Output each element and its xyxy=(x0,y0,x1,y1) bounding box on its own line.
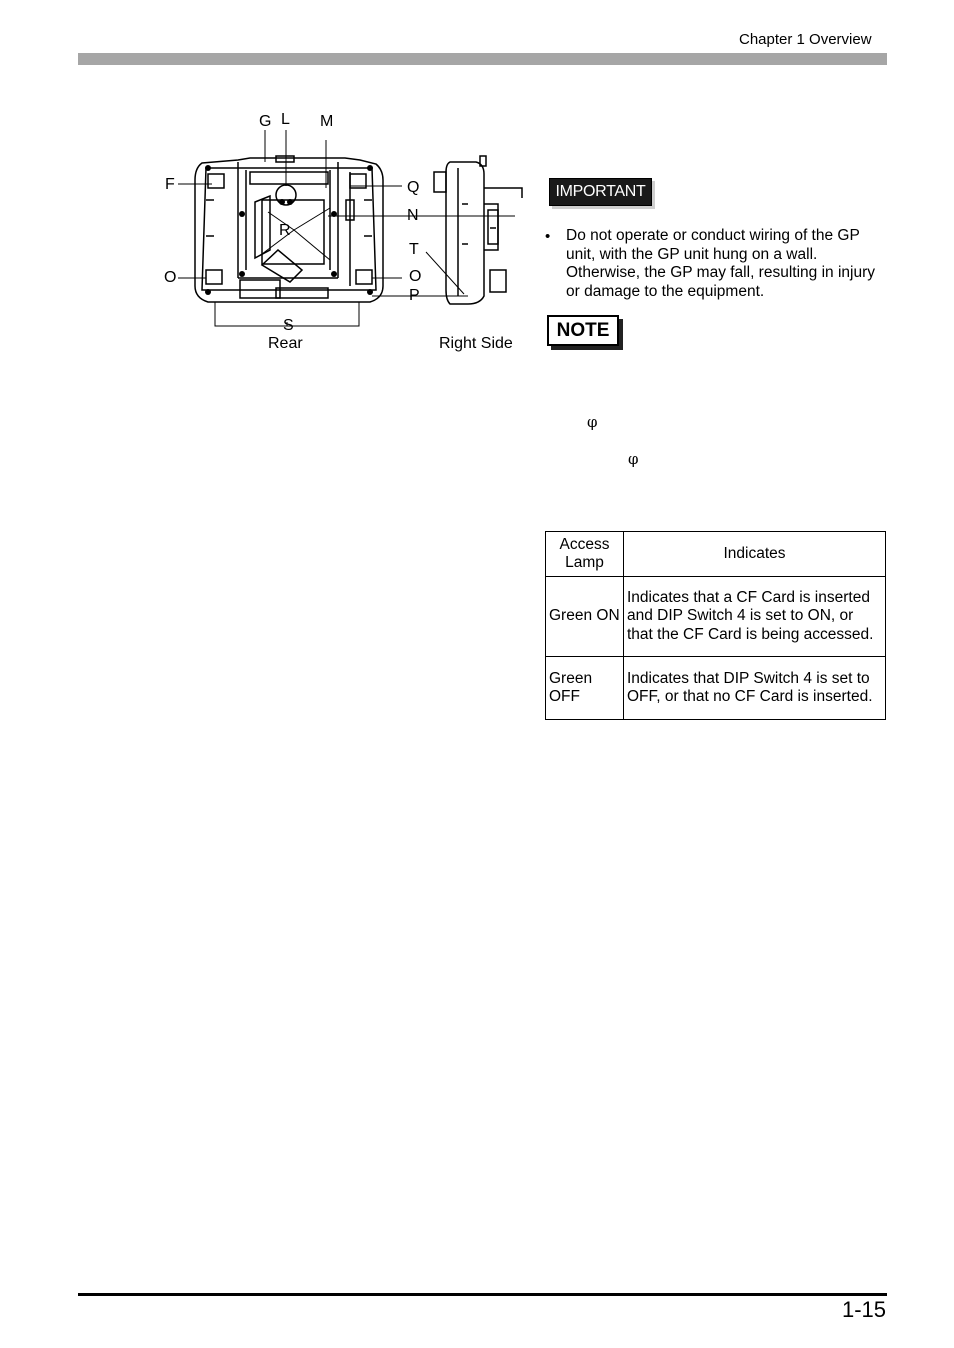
access-lamp-table xyxy=(545,531,886,720)
important-text: Do not operate or conduct wiring of the GP unit, with the GP unit hung on a wall. Otherwise, the GP may fall, resulting in injury or damage to the equipment. xyxy=(566,227,875,300)
label-f: F xyxy=(165,176,175,193)
table-row xyxy=(546,657,886,720)
header-indicates: Indicates xyxy=(624,532,886,577)
table-row xyxy=(546,577,886,657)
footer-rule xyxy=(78,1293,887,1296)
label-n: N xyxy=(407,207,419,224)
chapter-header: Chapter 1 Overview xyxy=(739,31,872,48)
bullet-marker: • xyxy=(545,228,551,245)
rear-and-right-side-diagram xyxy=(150,100,540,370)
label-l: L xyxy=(281,111,290,128)
label-o-left: O xyxy=(164,269,177,286)
caption-right-side: Right Side xyxy=(439,335,513,352)
cell-lamp: Green OFF xyxy=(546,657,624,720)
cell-indicates: Indicates that DIP Switch 4 is set to OFF, or that no CF Card is inserted. xyxy=(624,657,886,720)
note-badge: NOTE xyxy=(547,315,619,346)
label-s: S xyxy=(283,317,294,334)
label-o-right: O xyxy=(409,268,422,285)
caption-rear: Rear xyxy=(268,335,303,352)
table-header-row xyxy=(546,532,886,577)
label-t: T xyxy=(409,241,419,258)
label-m: M xyxy=(320,113,334,130)
important-badge: IMPORTANT xyxy=(549,178,652,206)
label-r: R xyxy=(279,222,291,239)
label-p: P xyxy=(409,287,420,304)
device-drawing xyxy=(150,100,540,370)
label-g: G xyxy=(259,113,272,130)
header-bar xyxy=(78,53,887,65)
label-q: Q xyxy=(407,179,420,196)
page-number: 1-15 xyxy=(841,1297,886,1322)
phi-symbol-1: φ xyxy=(587,413,598,431)
cell-lamp: Green ON xyxy=(546,577,624,657)
phi-symbol-2: φ xyxy=(628,450,639,468)
cell-indicates: Indicates that a CF Card is inserted and DIP Switch 4 is set to ON, or that the CF Card is being accessed. xyxy=(624,577,886,657)
header-access-lamp: Access Lamp xyxy=(546,532,624,577)
